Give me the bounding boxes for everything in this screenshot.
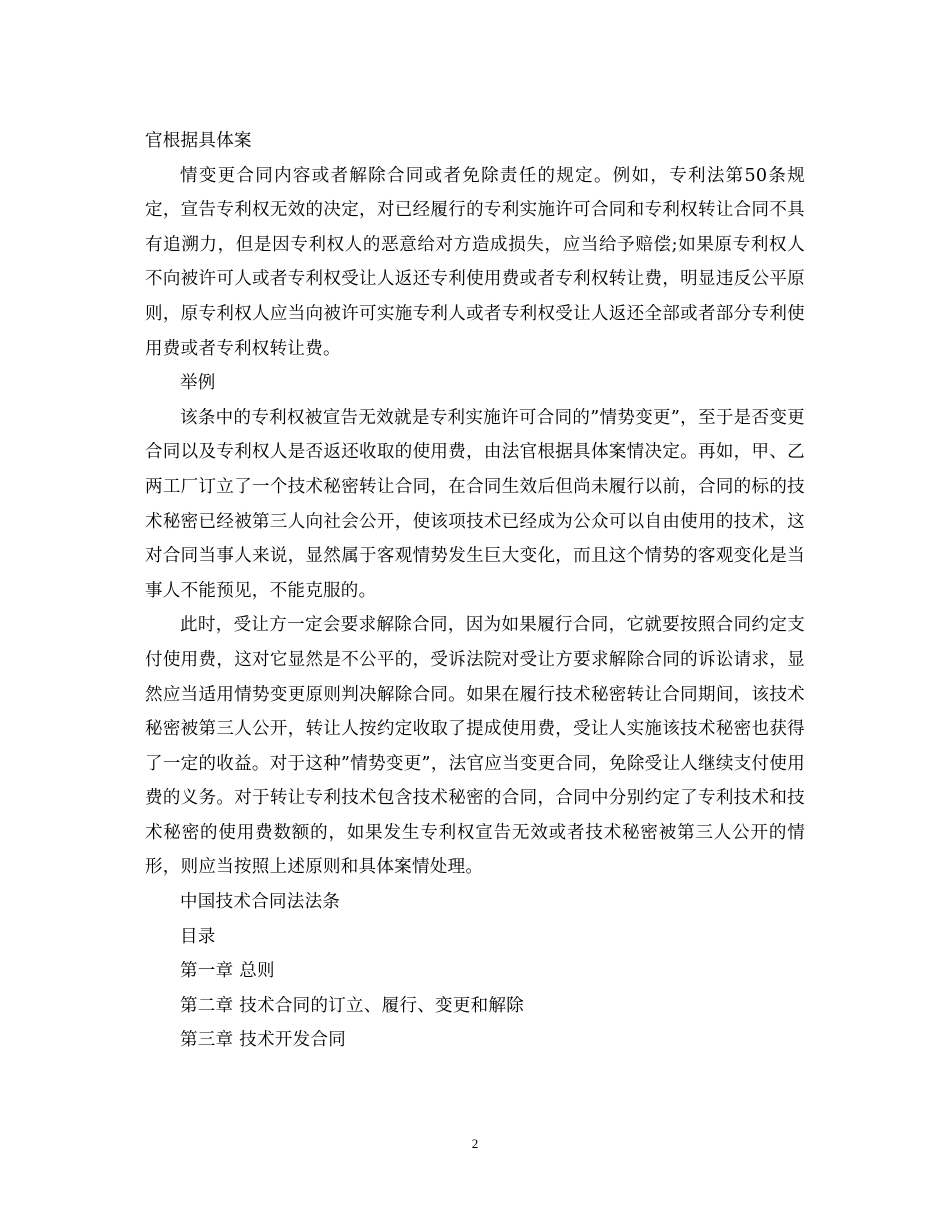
toc-item-chapter-2: 第二章 技术合同的订立、履行、变更和解除 — [180, 995, 525, 1016]
paragraph-fragment: 官根据具体案 — [145, 131, 252, 151]
page-body — [145, 124, 805, 1058]
paragraph-example-heading: 举例 — [180, 373, 216, 394]
paragraph-analysis: 此时，受让方一定会要求解除合同，因为如果履行合同，它就要按照合同约定支付使用费，这对它显然是不公平的，受诉法院对受让方要求解除合同的诉讼请求，显然应当适用情势变更原则判决解除合同。如果在履行技术秘密转让合同期间，该技术秘密被第三人公开，转让人按约定收取了提成使用费，受让人实施该技术秘密也获得了一定的收益。对于这种”情势变更”，法官应当变更合同，免除受让人继续支付使用费的义务。对于转让专利技术包含技术秘密的合同，合同中分别约定了专利技术和技术秘密的使用费数额的，如果发生专利权宣告无效或者技术秘密被第三人公开的情形，则应当按照上述原则和具体案情处理。 — [145, 615, 805, 878]
paragraph-example: 该条中的专利权被宣告无效就是专利实施许可合同的”情势变更”，至于是否变更合同以及专利权人是否返还收取的使用费，由法官根据具体案情决定。再如，甲、乙两工厂订立了一个技术秘密转让合同，在合同生效后但尚未履行以前，合同的标的技术秘密已经被第三人向社会公开，使该项技术已经成为公众可以自由使用的技术，这对合同当事人来说，显然属于客观情势发生巨大变化，而且这个情势的客观变化是当事人不能预见，不能克服的。 — [145, 407, 805, 601]
toc-heading: 目录 — [180, 926, 216, 947]
toc-item-chapter-3: 第三章 技术开发合同 — [180, 1030, 347, 1051]
toc-item-chapter-1: 第一章 总则 — [180, 961, 275, 982]
page-number: 2 — [471, 1136, 479, 1151]
paragraph-patent-law-article: 情变更合同内容或者解除合同或者免除责任的规定。例如，专利法第50条规定，宣告专利权无效的决定，对已经履行的专利实施许可合同和专利权转让合同不具有追溯力，但是因专利权人的恶意给对方造成损失，应当给予赔偿;如果原专利权人不向被许可人或者专利权受让人返还专利使用费或者专利权转让费，明显违反公平原则，原专利权人应当向被许可实施专利人或者专利权受让人返还全部或者部分专利使用费或者专利权转让费。 — [145, 165, 805, 359]
paragraph-law-title: 中国技术合同法法条 — [180, 892, 341, 913]
